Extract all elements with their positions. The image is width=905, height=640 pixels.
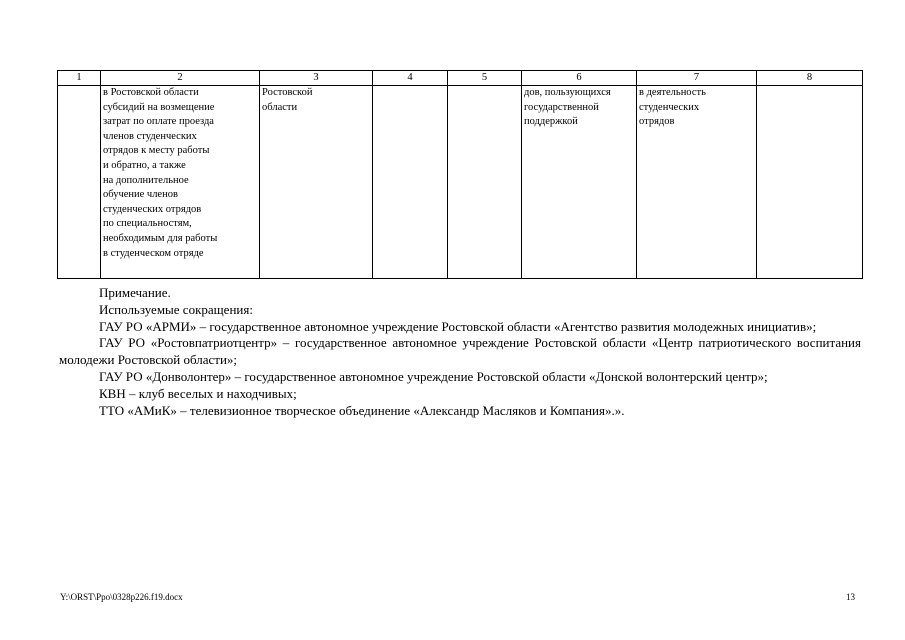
table-cell	[373, 86, 448, 279]
table-cell	[637, 86, 757, 279]
cell-text-line: обучение членов	[103, 189, 178, 201]
cell-text-line: студенческих	[639, 101, 700, 113]
table-cell	[757, 86, 863, 279]
column-header: 8	[757, 71, 863, 86]
notes-section	[59, 285, 861, 419]
table-row	[58, 86, 863, 279]
table-cell	[448, 86, 522, 279]
cell-text-line: в Ростовской области	[103, 87, 199, 98]
table-cell	[101, 86, 260, 279]
column-header: 5	[448, 71, 522, 86]
cell-text-line: в деятельность	[639, 87, 706, 98]
cell-text-line: и обратно, а также	[103, 159, 186, 171]
column-header: 1	[58, 71, 101, 86]
page-number: 13	[846, 592, 855, 602]
cell-text-line: студенческих отрядов	[103, 203, 202, 215]
footer-file-path: Y:\ORST\Ppo\0328p226.f19.docx	[60, 592, 183, 602]
cell-text-line: области	[262, 101, 298, 113]
column-header: 3	[260, 71, 373, 86]
abbreviation-item: КВН – клуб веселых и находчивых;	[99, 385, 297, 401]
cell-text-line: дов, пользующихся	[524, 87, 611, 98]
cell-text-line: по специальностям,	[103, 218, 192, 230]
abbreviation-item: ГАУ РО «АРМИ» – государственное автономное учреждение Ростовской области «Агентство развития молодежных инициатив»;	[99, 318, 817, 334]
table-cell	[522, 86, 637, 279]
cell-text-line: государственной	[524, 101, 599, 113]
abbreviation-item: ГАУ РО «Донволонтер» – государственное автономное учреждение Ростовской области «Донской волонтерский центр»;	[99, 368, 768, 384]
column-header: 4	[373, 71, 448, 86]
notes-title: Примечание.	[99, 285, 171, 300]
cell-text-line: Ростовской	[262, 87, 313, 98]
cell-text-line: поддержкой	[524, 116, 578, 128]
cell-text-line: необходимым для работы	[103, 232, 218, 244]
table-cell	[58, 86, 101, 279]
table-header-row	[58, 71, 863, 86]
column-header: 7	[637, 71, 757, 86]
cell-text-line: затрат по оплате проезда	[103, 116, 214, 128]
table-cell	[260, 86, 373, 279]
column-header: 2	[101, 71, 260, 86]
cell-text-line: субсидий на возмещение	[103, 101, 215, 113]
cell-text-line: отрядов	[639, 116, 675, 128]
cell-text-line: отрядов к месту работы	[103, 145, 210, 157]
notes-subtitle: Используемые сокращения:	[99, 301, 253, 317]
data-table	[57, 70, 863, 279]
cell-text-line: на дополнительное	[103, 174, 189, 186]
cell-text-line: членов студенческих	[103, 130, 197, 142]
cell-text-line: в студенческом отряде	[103, 247, 204, 259]
abbreviation-item: ТТО «АМиК» – телевизионное творческое объединение «Александр Масляков и Компания».».	[99, 402, 625, 418]
abbreviation-item: ГАУ РО «Ростовпатриотцентр» – государственное автономное учреждение Ростовской области «Центр патриотического воспитания молодежи Ростовской области»;	[59, 335, 861, 368]
column-header: 6	[522, 71, 637, 86]
